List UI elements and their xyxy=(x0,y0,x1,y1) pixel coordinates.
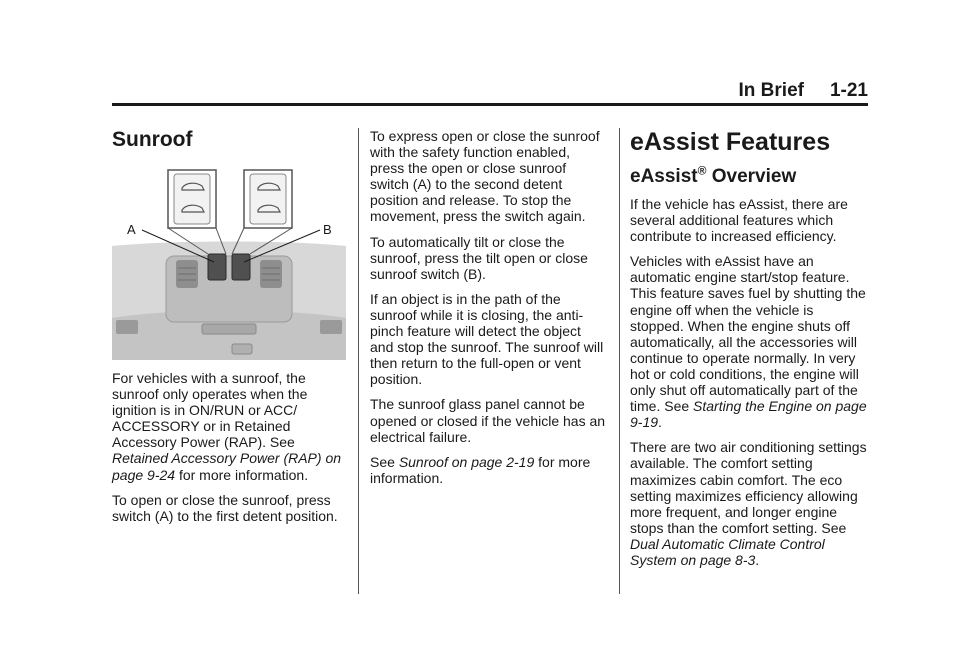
column-3-text xyxy=(630,196,868,577)
anti-pinch-paragraph: If an object is in the path of the sunroof while it is closing, the anti-pinch feature will detect the object and stop the sunroof. The sunroof will then return to the full-open or vent position. xyxy=(370,290,604,388)
eassist-intro-paragraph: If the vehicle has eAssist, there are several additional features which contribute to increased efficiency. xyxy=(630,196,848,245)
column-divider-2 xyxy=(619,128,620,594)
tilt-paragraph: To automatically tilt or close the sunroof, press the tilt open or close sunroof switch (B). xyxy=(370,233,588,282)
page-header xyxy=(112,80,868,102)
column-1-text xyxy=(112,370,348,533)
figure-label-a: A xyxy=(127,222,136,237)
sunroof-switch-figure xyxy=(112,168,346,360)
cross-reference-starting-engine: Starting the Engine on page 9-19 xyxy=(630,398,867,431)
figure-label-b: B xyxy=(323,222,332,237)
header-page-number: 1-21 xyxy=(829,80,868,101)
eassist-features-heading: eAssist Features xyxy=(630,128,831,156)
cross-reference-sunroof: Sunroof on page 2-19 xyxy=(398,453,535,470)
start-stop-paragraph: Vehicles with eAssist have an automatic engine start/stop feature. This feature saves fuel by shutting the engine off when the vehicle is stopped. When the engine shuts off automatically, all the accessories will continue to operate normally. In very hot or cold conditions, the engine will only shut off automatically part of the time. See Starting the Engine on page 9-19. xyxy=(630,253,867,431)
eassist-overview-heading: eAssist® Overview xyxy=(630,163,797,187)
sunroof-paragraph-2: To open or close the sunroof, press switch (A) to the first detent position. xyxy=(112,491,338,524)
column-divider-1 xyxy=(358,128,359,594)
electrical-failure-paragraph: The sunroof glass panel cannot be opened or closed if the vehicle has an electrical failure. xyxy=(370,396,606,445)
cross-reference-climate-control: Dual Automatic Climate Control System on page 8-3 xyxy=(630,535,825,568)
column-2-text xyxy=(370,128,608,495)
header-section-title: In Brief xyxy=(738,80,804,101)
sunroof-paragraph-1: For vehicles with a sunroof, the sunroof only operates when the ignition is in ON/RUN or ACC/ ACCESSORY or in Retained Accessory Power (RAP). See Retained Accessory Power (RAP) on page 9-24 for more information. xyxy=(112,370,342,483)
express-open-paragraph: To express open or close the sunroof with the safety function enabled, press the open or close sunroof switch (A) to the second detent position and release. To stop the movement, press the switch again. xyxy=(370,128,600,225)
air-conditioning-paragraph: There are two air conditioning settings available. The comfort setting maximizes cabin comfort. The eco setting maximizes efficiency allowing more frequent, and longer engine stops than the comfort setting. See Dual Automatic Climate Control System on page 8-3. xyxy=(630,439,867,568)
sunroof-heading: Sunroof xyxy=(112,128,193,151)
cross-reference-rap: Retained Accessory Power (RAP) on page 9-24 xyxy=(112,450,342,483)
header-rule xyxy=(112,103,868,106)
see-sunroof-paragraph: See Sunroof on page 2-19 for more information. xyxy=(370,453,591,486)
